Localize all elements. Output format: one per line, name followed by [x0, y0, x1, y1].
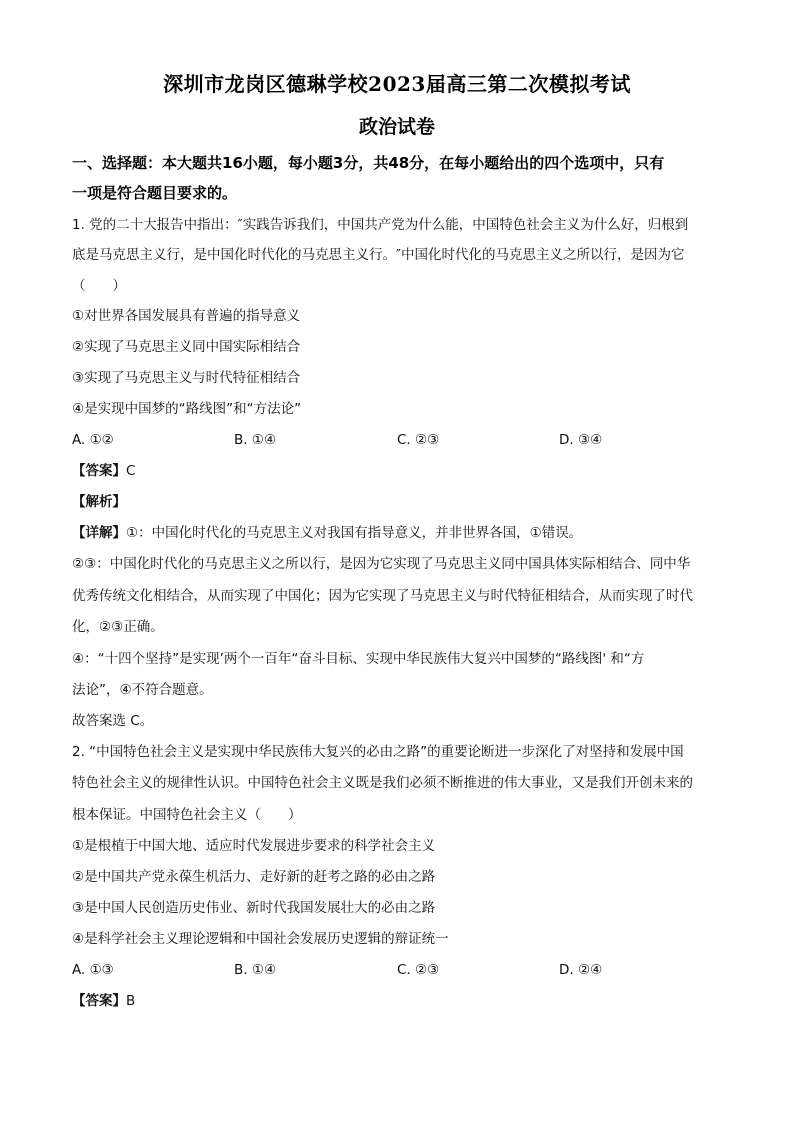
q1-answer: [72, 461, 732, 481]
q2-item-2: ②是中国共产党永葆生机活力、走好新的赶考之路的必由之路: [72, 869, 436, 885]
q1-item-4: ④是实现中国梦的“路线图”和“方法论”: [72, 401, 302, 417]
q1-detail-tag: 【详解】: [72, 525, 126, 541]
q2-stem-line2: 特色社会主义的规律性认识。中国特色社会主义既是我们必须不断推进的伟大事业，又是我们开创未来的: [72, 775, 693, 791]
q1-option-b: B. ①④: [234, 432, 277, 448]
q1-detail-line4: 化，②③正确。: [72, 619, 164, 635]
q2-stem-line1: 2. “中国特色社会主义是实现中华民族伟大复兴的必由之路”的重要论断进一步深化了对坚持和发展中国: [72, 744, 684, 760]
q1-detail-line1: [72, 523, 732, 543]
q2-option-a: A. ①③: [72, 962, 114, 978]
q2-item-3: ③是中国人民创造历史伟业、新时代我国发展壮大的必由之路: [72, 900, 436, 916]
q1-stem-line1: 1. 党的二十大报告中指出：″实践告诉我们，中国共产党为什么能，中国特色社会主义为什么好，归根到: [72, 217, 689, 233]
q1-analysis: [72, 492, 732, 512]
q2-option-c: C. ②③: [397, 962, 440, 978]
q1-item-1: ①对世界各国发展具有普遍的指导意义: [72, 308, 301, 324]
q1-option-c: C. ②③: [397, 432, 440, 448]
q1-option-a: A. ①②: [72, 432, 114, 448]
q1-detail-line5: ④：“十四个坚持”是实现’两个一百年“奋斗目标、实现中华民族伟大复兴中国梦的“路线图' 和“方: [72, 651, 645, 667]
q2-option-b: B. ①④: [234, 962, 277, 978]
q1-detail-line2: ②③：中国化时代化的马克思主义之所以行，是因为它实现了马克思主义同中国具体实际相结合、同中华: [72, 556, 691, 572]
q1-analysis-tag: 【解析】: [72, 494, 126, 510]
q2-option-d: D. ②④: [559, 962, 603, 978]
q2-answer-tag: 【答案】: [72, 993, 126, 1009]
q2-answer: [72, 991, 732, 1011]
q1-answer-tag: 【答案】: [72, 463, 126, 479]
exam-subtitle: 政治试卷: [358, 116, 435, 138]
q2-item-4: ④是科学社会主义理论逻辑和中国社会发展历史逻辑的辩证统一: [72, 931, 449, 947]
q1-stem-line3: （ ）: [72, 278, 126, 294]
q2-answer-value: B: [126, 993, 136, 1009]
q1-detail-line3: 优秀传统文化相结合，从而实现了中国化；因为它实现了马克思主义与时代特征相结合，从而实现了时代: [72, 588, 693, 604]
section-heading-line1: 一、选择题：本大题共16小题，每小题3分，共48分，在每小题给出的四个选项中，只有: [72, 154, 665, 172]
q2-stem-line3: 根本保证。中国特色社会主义（ ）: [72, 807, 302, 823]
q1-answer-value: C: [126, 463, 136, 479]
q2-item-1: ①是根植于中国大地、适应时代发展进步要求的科学社会主义: [72, 838, 436, 854]
q1-detail-line6: 法论”，④不符合题意。: [72, 682, 213, 698]
section-heading: [72, 148, 732, 208]
q1-conclusion: 故答案选 C。: [72, 713, 154, 729]
q1-item-3: ③实现了马克思主义与时代特征相结合: [72, 370, 301, 386]
q1-option-d: D. ③④: [559, 432, 603, 448]
q1-detail-text1: ①：中国化时代化的马克思主义对我国有指导意义，并非世界各国，①错误。: [126, 525, 583, 541]
q1-item-2: ②实现了马克思主义同中国实际相结合: [72, 339, 301, 355]
q1-stem-line2: 底是马克思主义行，是中国化时代化的马克思主义行。″中国化时代化的马克思主义之所以行，是因为它: [72, 247, 685, 263]
section-heading-line2: 一项是符合题目要求的。: [72, 184, 238, 202]
exam-title: 深圳市龙岗区德琳学校2023届高三第二次模拟考试: [163, 72, 631, 96]
